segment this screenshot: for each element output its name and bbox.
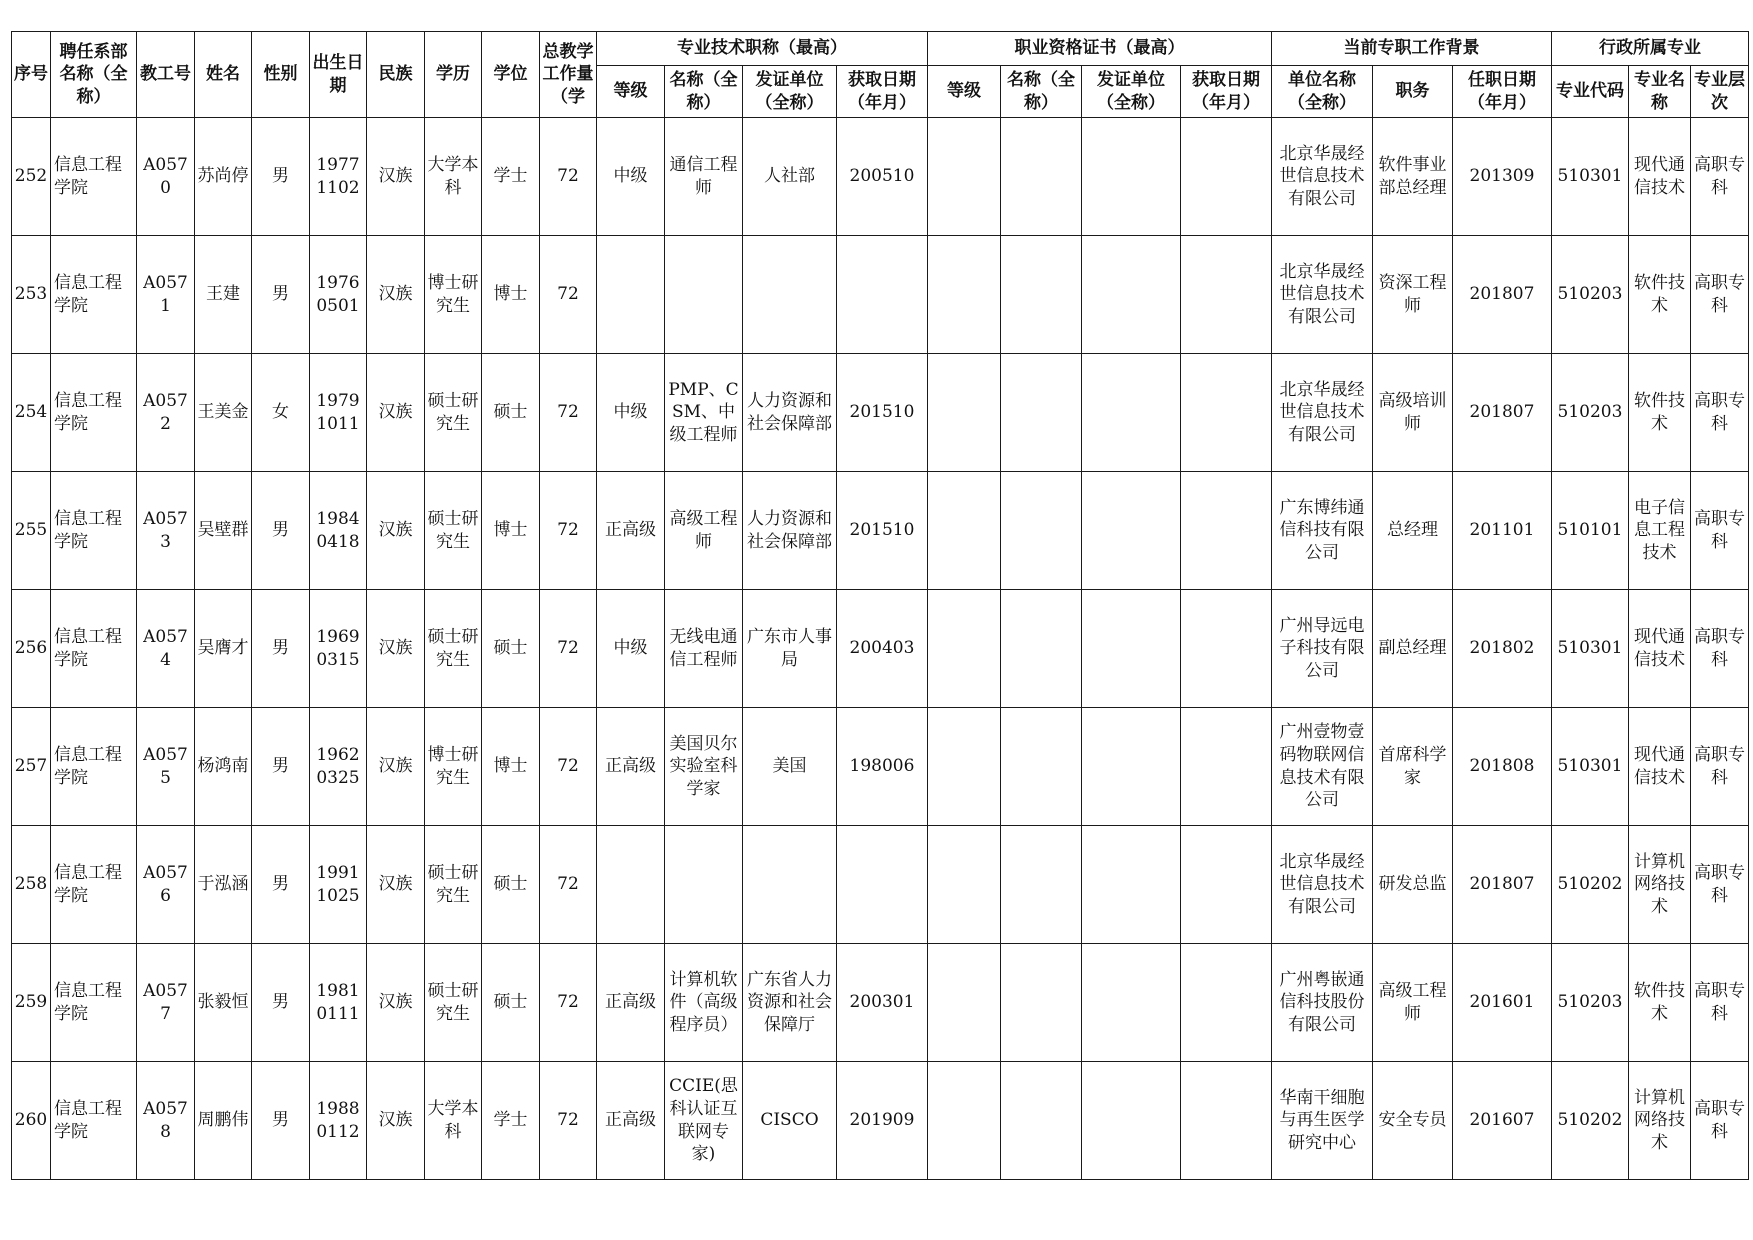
cell-education: 硕士研究生: [425, 472, 482, 590]
cell-title-level: 中级: [597, 354, 665, 472]
cell-cert-level: [928, 118, 1001, 236]
cell-degree: 硕士: [482, 944, 540, 1062]
cell-gender: 女: [252, 354, 310, 472]
cell-title-issuer: 广东省人力资源和社会保障厅: [743, 944, 837, 1062]
cell-title-date: 198006: [837, 708, 928, 826]
cell-dept: 信息工程学院: [51, 590, 137, 708]
cell-major-code: 510202: [1552, 826, 1629, 944]
cell-name: 王建: [195, 236, 252, 354]
cell-major-name: 软件技术: [1629, 354, 1691, 472]
cell-major-name: 现代通信技术: [1629, 708, 1691, 826]
cell-major-name: 软件技术: [1629, 236, 1691, 354]
cell-title-date: 200510: [837, 118, 928, 236]
cell-job-position: 高级培训师: [1373, 354, 1453, 472]
cell-staff-id: A0577: [137, 944, 195, 1062]
cell-education: 大学本科: [425, 1062, 482, 1180]
cell-dept: 信息工程学院: [51, 826, 137, 944]
cell-seq: 252: [12, 118, 51, 236]
cell-title-issuer: 人力资源和社会保障部: [743, 354, 837, 472]
table-row: [12, 118, 1749, 236]
header-job-position: 职务: [1373, 66, 1453, 118]
cell-cert-date: [1181, 708, 1272, 826]
cell-staff-id: A0571: [137, 236, 195, 354]
cell-job-unit: 北京华晟经世信息技术有限公司: [1272, 354, 1373, 472]
cell-education: 博士研究生: [425, 708, 482, 826]
cell-title-level: 正高级: [597, 708, 665, 826]
cell-ethnicity: 汉族: [367, 708, 425, 826]
header-title-issuer: 发证单位（全称）: [743, 66, 837, 118]
cell-ethnicity: 汉族: [367, 944, 425, 1062]
header-workload: 总教学工作量（学: [540, 32, 597, 118]
cell-gender: 男: [252, 590, 310, 708]
header-degree: 学位: [482, 32, 540, 118]
cell-job-unit: 广东博纬通信科技有限公司: [1272, 472, 1373, 590]
cell-degree: 硕士: [482, 826, 540, 944]
cell-title-date: 201909: [837, 1062, 928, 1180]
cell-major-name: 现代通信技术: [1629, 118, 1691, 236]
cell-degree: 学士: [482, 1062, 540, 1180]
cell-workload: 72: [540, 354, 597, 472]
table-row: [12, 354, 1749, 472]
header-row-groups: [12, 32, 1749, 66]
cell-major-level: 高职专科: [1691, 354, 1749, 472]
cell-dept: 信息工程学院: [51, 1062, 137, 1180]
header-cert-level: 等级: [928, 66, 1001, 118]
cell-degree: 博士: [482, 708, 540, 826]
cell-staff-id: A0576: [137, 826, 195, 944]
cell-cert-issuer: [1082, 118, 1181, 236]
cell-cert-issuer: [1082, 1062, 1181, 1180]
cell-seq: 258: [12, 826, 51, 944]
header-staff-id: 教工号: [137, 32, 195, 118]
cell-cert-level: [928, 708, 1001, 826]
header-title-name: 名称（全称）: [665, 66, 743, 118]
cell-workload: 72: [540, 708, 597, 826]
cell-cert-name: [1001, 236, 1082, 354]
cell-ethnicity: 汉族: [367, 118, 425, 236]
cell-major-name: 计算机网络技术: [1629, 826, 1691, 944]
cell-cert-level: [928, 472, 1001, 590]
header-dept: 聘任系部名称（全称）: [51, 32, 137, 118]
cell-cert-level: [928, 944, 1001, 1062]
cell-name: 张毅恒: [195, 944, 252, 1062]
cell-workload: 72: [540, 472, 597, 590]
cell-major-code: 510301: [1552, 590, 1629, 708]
cell-cert-name: [1001, 826, 1082, 944]
table-row: [12, 708, 1749, 826]
cell-title-issuer: 广东市人事局: [743, 590, 837, 708]
cell-cert-issuer: [1082, 354, 1181, 472]
cell-ethnicity: 汉族: [367, 354, 425, 472]
cell-job-date: 201807: [1453, 826, 1552, 944]
cell-birth: 19911025: [310, 826, 367, 944]
cell-title-name: [665, 826, 743, 944]
cell-name: 吴壁群: [195, 472, 252, 590]
cell-seq: 260: [12, 1062, 51, 1180]
cell-cert-issuer: [1082, 236, 1181, 354]
cell-workload: 72: [540, 590, 597, 708]
cell-ethnicity: 汉族: [367, 590, 425, 708]
cell-cert-name: [1001, 944, 1082, 1062]
cell-major-name: 电子信息工程技术: [1629, 472, 1691, 590]
cell-cert-date: [1181, 590, 1272, 708]
cell-dept: 信息工程学院: [51, 472, 137, 590]
cell-dept: 信息工程学院: [51, 354, 137, 472]
cell-cert-issuer: [1082, 826, 1181, 944]
cell-dept: 信息工程学院: [51, 708, 137, 826]
cell-cert-level: [928, 826, 1001, 944]
cell-job-position: 软件事业部总经理: [1373, 118, 1453, 236]
cell-staff-id: A0574: [137, 590, 195, 708]
cell-workload: 72: [540, 118, 597, 236]
cell-job-position: 安全专员: [1373, 1062, 1453, 1180]
header-job-date: 任职日期（年月）: [1453, 66, 1552, 118]
header-birth: 出生日期: [310, 32, 367, 118]
header-education: 学历: [425, 32, 482, 118]
table-row: [12, 1062, 1749, 1180]
header-cert-issuer: 发证单位（全称）: [1082, 66, 1181, 118]
cell-job-date: 201807: [1453, 354, 1552, 472]
cell-title-level: 正高级: [597, 1062, 665, 1180]
cell-title-level: [597, 826, 665, 944]
header-seq: 序号: [12, 32, 51, 118]
cell-title-name: PMP、CSM、中级工程师: [665, 354, 743, 472]
cell-cert-name: [1001, 354, 1082, 472]
cell-title-name: 高级工程师: [665, 472, 743, 590]
cell-title-date: 201510: [837, 472, 928, 590]
cell-birth: 19760501: [310, 236, 367, 354]
cell-job-unit: 北京华晟经世信息技术有限公司: [1272, 236, 1373, 354]
cell-gender: 男: [252, 118, 310, 236]
cell-major-level: 高职专科: [1691, 236, 1749, 354]
cell-cert-date: [1181, 236, 1272, 354]
cell-ethnicity: 汉族: [367, 236, 425, 354]
cell-title-level: 中级: [597, 118, 665, 236]
cell-major-name: 软件技术: [1629, 944, 1691, 1062]
cell-major-level: 高职专科: [1691, 708, 1749, 826]
cell-job-position: 总经理: [1373, 472, 1453, 590]
cell-degree: 学士: [482, 118, 540, 236]
table-row: [12, 944, 1749, 1062]
cell-cert-date: [1181, 118, 1272, 236]
cell-cert-name: [1001, 472, 1082, 590]
cell-staff-id: A0572: [137, 354, 195, 472]
cell-workload: 72: [540, 236, 597, 354]
cell-birth: 19791011: [310, 354, 367, 472]
header-cert-date: 获取日期（年月）: [1181, 66, 1272, 118]
cell-major-level: 高职专科: [1691, 118, 1749, 236]
header-group-job: 当前专职工作背景: [1272, 32, 1552, 66]
cell-title-level: [597, 236, 665, 354]
cell-major-level: 高职专科: [1691, 1062, 1749, 1180]
cell-cert-date: [1181, 826, 1272, 944]
cell-job-unit: 广州粤嵌通信科技股份有限公司: [1272, 944, 1373, 1062]
cell-job-date: 201802: [1453, 590, 1552, 708]
header-group-cert: 职业资格证书（最高）: [928, 32, 1272, 66]
cell-degree: 硕士: [482, 590, 540, 708]
cell-major-level: 高职专科: [1691, 472, 1749, 590]
cell-seq: 254: [12, 354, 51, 472]
cell-seq: 253: [12, 236, 51, 354]
cell-major-code: 510203: [1552, 236, 1629, 354]
cell-job-date: 201607: [1453, 1062, 1552, 1180]
cell-major-code: 510301: [1552, 118, 1629, 236]
cell-gender: 男: [252, 1062, 310, 1180]
header-gender: 性别: [252, 32, 310, 118]
cell-job-unit: 华南干细胞与再生医学研究中心: [1272, 1062, 1373, 1180]
cell-dept: 信息工程学院: [51, 944, 137, 1062]
table-row: [12, 590, 1749, 708]
cell-major-name: 现代通信技术: [1629, 590, 1691, 708]
table-header: [12, 32, 1749, 118]
cell-staff-id: A0578: [137, 1062, 195, 1180]
cell-title-name: 美国贝尔实验室科学家: [665, 708, 743, 826]
cell-title-date: 200403: [837, 590, 928, 708]
cell-cert-date: [1181, 472, 1272, 590]
cell-education: 博士研究生: [425, 236, 482, 354]
cell-gender: 男: [252, 236, 310, 354]
cell-major-code: 510301: [1552, 708, 1629, 826]
cell-major-level: 高职专科: [1691, 944, 1749, 1062]
cell-ethnicity: 汉族: [367, 826, 425, 944]
cell-cert-name: [1001, 1062, 1082, 1180]
table-row: [12, 236, 1749, 354]
cell-cert-name: [1001, 708, 1082, 826]
cell-cert-level: [928, 236, 1001, 354]
cell-title-name: [665, 236, 743, 354]
header-cert-name: 名称（全称）: [1001, 66, 1082, 118]
cell-title-name: 计算机软件（高级程序员）: [665, 944, 743, 1062]
cell-workload: 72: [540, 1062, 597, 1180]
cell-major-code: 510202: [1552, 1062, 1629, 1180]
cell-cert-date: [1181, 1062, 1272, 1180]
cell-gender: 男: [252, 708, 310, 826]
cell-birth: 19880112: [310, 1062, 367, 1180]
cell-name: 杨鸿南: [195, 708, 252, 826]
header-job-unit: 单位名称（全称）: [1272, 66, 1373, 118]
cell-education: 硕士研究生: [425, 354, 482, 472]
cell-job-position: 资深工程师: [1373, 236, 1453, 354]
cell-title-issuer: 人力资源和社会保障部: [743, 472, 837, 590]
cell-job-unit: 广州导远电子科技有限公司: [1272, 590, 1373, 708]
table-body: [12, 118, 1749, 1180]
cell-dept: 信息工程学院: [51, 118, 137, 236]
cell-major-code: 510203: [1552, 354, 1629, 472]
cell-gender: 男: [252, 472, 310, 590]
cell-gender: 男: [252, 944, 310, 1062]
cell-title-issuer: CISCO: [743, 1062, 837, 1180]
header-major-level: 专业层次: [1691, 66, 1749, 118]
cell-cert-issuer: [1082, 944, 1181, 1062]
cell-gender: 男: [252, 826, 310, 944]
cell-major-level: 高职专科: [1691, 590, 1749, 708]
cell-seq: 259: [12, 944, 51, 1062]
cell-job-date: 201101: [1453, 472, 1552, 590]
cell-title-level: 正高级: [597, 472, 665, 590]
header-title-level: 等级: [597, 66, 665, 118]
cell-major-code: 510101: [1552, 472, 1629, 590]
cell-cert-date: [1181, 944, 1272, 1062]
cell-education: 硕士研究生: [425, 944, 482, 1062]
cell-job-date: 201808: [1453, 708, 1552, 826]
cell-name: 吴膺才: [195, 590, 252, 708]
cell-title-level: 正高级: [597, 944, 665, 1062]
cell-job-date: 201309: [1453, 118, 1552, 236]
cell-job-position: 首席科学家: [1373, 708, 1453, 826]
cell-birth: 19771102: [310, 118, 367, 236]
cell-staff-id: A0575: [137, 708, 195, 826]
cell-birth: 19840418: [310, 472, 367, 590]
header-group-title: 专业技术职称（最高）: [597, 32, 928, 66]
cell-cert-issuer: [1082, 472, 1181, 590]
cell-seq: 256: [12, 590, 51, 708]
cell-title-issuer: 美国: [743, 708, 837, 826]
cell-title-name: CCIE(思科认证互联网专家): [665, 1062, 743, 1180]
cell-title-issuer: 人社部: [743, 118, 837, 236]
cell-cert-level: [928, 590, 1001, 708]
cell-job-date: 201601: [1453, 944, 1552, 1062]
cell-dept: 信息工程学院: [51, 236, 137, 354]
header-major-name: 专业名称: [1629, 66, 1691, 118]
cell-title-date: 201510: [837, 354, 928, 472]
cell-title-date: [837, 826, 928, 944]
header-group-major: 行政所属专业: [1552, 32, 1749, 66]
cell-degree: 硕士: [482, 354, 540, 472]
cell-seq: 257: [12, 708, 51, 826]
cell-seq: 255: [12, 472, 51, 590]
cell-workload: 72: [540, 944, 597, 1062]
table-row: [12, 472, 1749, 590]
cell-cert-issuer: [1082, 708, 1181, 826]
cell-staff-id: A0570: [137, 118, 195, 236]
cell-name: 苏尚停: [195, 118, 252, 236]
cell-ethnicity: 汉族: [367, 1062, 425, 1180]
header-ethnicity: 民族: [367, 32, 425, 118]
header-title-date: 获取日期（年月）: [837, 66, 928, 118]
cell-job-unit: 广州壹物壹码物联网信息技术有限公司: [1272, 708, 1373, 826]
cell-cert-name: [1001, 118, 1082, 236]
cell-cert-date: [1181, 354, 1272, 472]
cell-education: 大学本科: [425, 118, 482, 236]
table-row: [12, 826, 1749, 944]
cell-title-date: [837, 236, 928, 354]
cell-major-level: 高职专科: [1691, 826, 1749, 944]
cell-title-date: 200301: [837, 944, 928, 1062]
cell-staff-id: A0573: [137, 472, 195, 590]
cell-birth: 19810111: [310, 944, 367, 1062]
cell-title-issuer: [743, 236, 837, 354]
cell-degree: 博士: [482, 236, 540, 354]
cell-education: 硕士研究生: [425, 826, 482, 944]
cell-job-position: 副总经理: [1373, 590, 1453, 708]
cell-name: 于泓涵: [195, 826, 252, 944]
cell-degree: 博士: [482, 472, 540, 590]
cell-name: 周鹏伟: [195, 1062, 252, 1180]
cell-birth: 19690315: [310, 590, 367, 708]
cell-education: 硕士研究生: [425, 590, 482, 708]
cell-cert-level: [928, 354, 1001, 472]
cell-workload: 72: [540, 826, 597, 944]
cell-title-name: 通信工程师: [665, 118, 743, 236]
faculty-table: [11, 31, 1749, 1180]
cell-major-name: 计算机网络技术: [1629, 1062, 1691, 1180]
cell-birth: 19620325: [310, 708, 367, 826]
cell-job-position: 研发总监: [1373, 826, 1453, 944]
cell-title-issuer: [743, 826, 837, 944]
cell-title-name: 无线电通信工程师: [665, 590, 743, 708]
cell-ethnicity: 汉族: [367, 472, 425, 590]
header-major-code: 专业代码: [1552, 66, 1629, 118]
cell-cert-level: [928, 1062, 1001, 1180]
cell-major-code: 510203: [1552, 944, 1629, 1062]
cell-cert-issuer: [1082, 590, 1181, 708]
cell-job-date: 201807: [1453, 236, 1552, 354]
cell-cert-name: [1001, 590, 1082, 708]
header-name: 姓名: [195, 32, 252, 118]
cell-title-level: 中级: [597, 590, 665, 708]
cell-job-unit: 北京华晟经世信息技术有限公司: [1272, 826, 1373, 944]
cell-job-position: 高级工程师: [1373, 944, 1453, 1062]
cell-name: 王美金: [195, 354, 252, 472]
cell-job-unit: 北京华晟经世信息技术有限公司: [1272, 118, 1373, 236]
